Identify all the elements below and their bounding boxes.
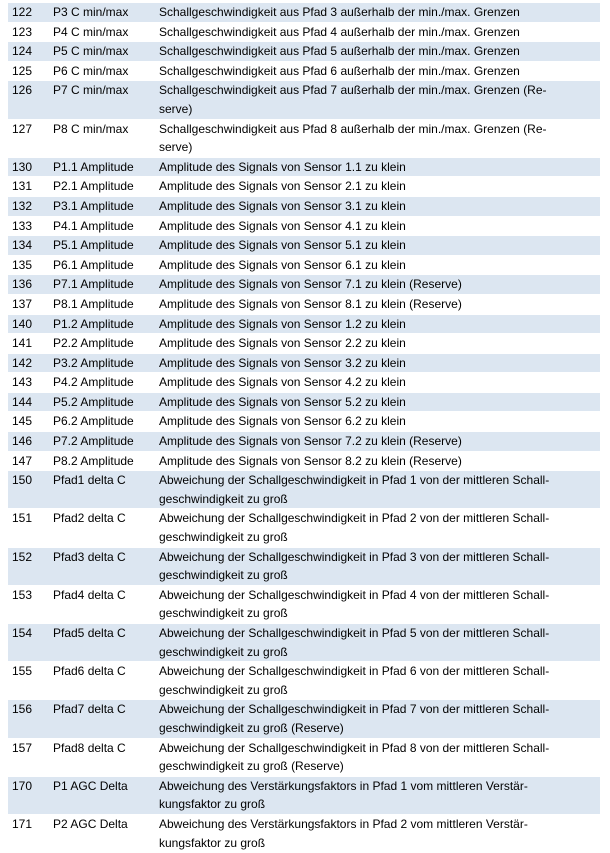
error-description bbox=[159, 22, 600, 42]
error-description bbox=[159, 662, 600, 700]
description-line: Schallgeschwindigkeit aus Pfad 3 außerhalb der min./max. Grenzen bbox=[159, 5, 520, 19]
error-name: Pfad7 delta C bbox=[53, 700, 159, 738]
table-row bbox=[8, 814, 600, 852]
description-line: Abweichung der Schallgeschwindigkeit in Pfad 5 von der mittleren Schall- bbox=[159, 626, 550, 640]
error-description bbox=[159, 334, 600, 354]
error-code: 151 bbox=[8, 509, 53, 547]
description-line: Schallgeschwindigkeit aus Pfad 8 außerhalb der min./max. Grenzen (Re- bbox=[159, 121, 547, 136]
description-line: serve) bbox=[159, 101, 193, 116]
description-line: geschwindigkeit zu groß bbox=[159, 682, 288, 697]
error-name: P4.2 Amplitude bbox=[53, 373, 159, 393]
error-code: 137 bbox=[8, 294, 53, 314]
error-description bbox=[159, 157, 600, 177]
error-description bbox=[159, 294, 600, 314]
error-description bbox=[159, 432, 600, 452]
description-line: Schallgeschwindigkeit aus Pfad 6 außerhalb der min./max. Grenzen bbox=[159, 63, 520, 78]
error-description bbox=[159, 412, 600, 432]
table-row bbox=[8, 196, 600, 216]
error-name: P7.1 Amplitude bbox=[53, 275, 159, 295]
error-code: 142 bbox=[8, 353, 53, 373]
description-line: Abweichung der Schallgeschwindigkeit in Pfad 3 von der mittleren Schall- bbox=[159, 549, 550, 564]
error-description bbox=[159, 585, 600, 623]
description-line: geschwindigkeit zu groß bbox=[159, 606, 288, 621]
description-line: Abweichung der Schallgeschwindigkeit in Pfad 4 von der mittleren Schall- bbox=[159, 587, 550, 602]
error-description bbox=[159, 255, 600, 275]
error-name: P7 C min/max bbox=[53, 81, 159, 119]
table-row bbox=[8, 353, 600, 373]
error-description bbox=[159, 509, 600, 547]
error-name: Pfad4 delta C bbox=[53, 585, 159, 623]
error-description bbox=[159, 196, 600, 216]
error-description bbox=[159, 776, 600, 814]
error-name: P4.1 Amplitude bbox=[53, 216, 159, 236]
table-row bbox=[8, 119, 600, 157]
table-row bbox=[8, 157, 600, 177]
error-description bbox=[159, 236, 600, 256]
table-row bbox=[8, 547, 600, 585]
error-code: 122 bbox=[8, 3, 53, 22]
description-line: Schallgeschwindigkeit aus Pfad 4 außerhalb der min./max. Grenzen bbox=[159, 24, 520, 39]
error-description bbox=[159, 216, 600, 236]
description-line: Schallgeschwindigkeit aus Pfad 7 außerhalb der min./max. Grenzen (Re- bbox=[159, 83, 547, 98]
error-code: 144 bbox=[8, 392, 53, 412]
error-code: 154 bbox=[8, 624, 53, 662]
error-code: 131 bbox=[8, 177, 53, 197]
description-line: Amplitude des Signals von Sensor 7.2 zu klein (Reserve) bbox=[159, 434, 462, 449]
error-description bbox=[159, 738, 600, 776]
error-code: 134 bbox=[8, 236, 53, 256]
error-description bbox=[159, 61, 600, 81]
description-line: geschwindigkeit zu groß (Reserve) bbox=[159, 720, 344, 735]
table-row bbox=[8, 624, 600, 662]
error-code: 155 bbox=[8, 662, 53, 700]
error-name: P2.2 Amplitude bbox=[53, 334, 159, 354]
error-name: P6.1 Amplitude bbox=[53, 255, 159, 275]
error-name: Pfad2 delta C bbox=[53, 509, 159, 547]
table-row bbox=[8, 471, 600, 509]
error-name: P4 C min/max bbox=[53, 22, 159, 42]
error-name: P3.2 Amplitude bbox=[53, 353, 159, 373]
error-description bbox=[159, 353, 600, 373]
error-name: P6 C min/max bbox=[53, 61, 159, 81]
error-code: 171 bbox=[8, 814, 53, 852]
error-name: P2.1 Amplitude bbox=[53, 177, 159, 197]
error-description bbox=[159, 81, 600, 119]
table-row bbox=[8, 700, 600, 738]
description-line: Abweichung der Schallgeschwindigkeit in Pfad 6 von der mittleren Schall- bbox=[159, 664, 550, 679]
error-code: 170 bbox=[8, 776, 53, 814]
error-description bbox=[159, 624, 600, 662]
table-row bbox=[8, 451, 600, 471]
error-code: 140 bbox=[8, 314, 53, 334]
table-row bbox=[8, 738, 600, 776]
error-code: 125 bbox=[8, 61, 53, 81]
error-code: 143 bbox=[8, 373, 53, 393]
error-name: P5 C min/max bbox=[53, 42, 159, 62]
error-code: 132 bbox=[8, 196, 53, 216]
error-name: P5.1 Amplitude bbox=[53, 236, 159, 256]
error-description bbox=[159, 373, 600, 393]
table-row bbox=[8, 3, 600, 22]
error-name: P5.2 Amplitude bbox=[53, 392, 159, 412]
table-row bbox=[8, 22, 600, 42]
error-code-table-body bbox=[8, 3, 600, 853]
error-description bbox=[159, 392, 600, 412]
error-name: P3 C min/max bbox=[53, 3, 159, 22]
description-line: geschwindigkeit zu groß bbox=[159, 491, 288, 506]
description-line: Amplitude des Signals von Sensor 6.2 zu klein bbox=[159, 414, 406, 429]
table-row bbox=[8, 216, 600, 236]
error-name: P1.2 Amplitude bbox=[53, 314, 159, 334]
description-line: Amplitude des Signals von Sensor 8.1 zu klein (Reserve) bbox=[159, 296, 462, 311]
description-line: Amplitude des Signals von Sensor 1.2 zu klein bbox=[159, 316, 406, 331]
error-description bbox=[159, 451, 600, 471]
error-name: P7.2 Amplitude bbox=[53, 432, 159, 452]
error-code: 152 bbox=[8, 547, 53, 585]
description-line: geschwindigkeit zu groß (Reserve) bbox=[159, 759, 344, 774]
table-row bbox=[8, 776, 600, 814]
description-line: Amplitude des Signals von Sensor 5.2 zu klein bbox=[159, 394, 406, 409]
description-line: Abweichung der Schallgeschwindigkeit in Pfad 1 von der mittleren Schall- bbox=[159, 473, 550, 488]
error-code: 141 bbox=[8, 334, 53, 354]
error-code: 156 bbox=[8, 700, 53, 738]
description-line: serve) bbox=[159, 140, 193, 155]
table-row bbox=[8, 392, 600, 412]
error-name: P1.1 Amplitude bbox=[53, 157, 159, 177]
description-line: Abweichung der Schallgeschwindigkeit in Pfad 2 von der mittleren Schall- bbox=[159, 511, 550, 526]
description-line: Amplitude des Signals von Sensor 2.2 zu klein bbox=[159, 336, 406, 351]
table-row bbox=[8, 177, 600, 197]
error-code: 124 bbox=[8, 42, 53, 62]
error-code: 133 bbox=[8, 216, 53, 236]
error-description bbox=[159, 471, 600, 509]
error-code: 135 bbox=[8, 255, 53, 275]
table-row bbox=[8, 294, 600, 314]
error-name: Pfad8 delta C bbox=[53, 738, 159, 776]
error-description bbox=[159, 314, 600, 334]
error-name: P8.2 Amplitude bbox=[53, 451, 159, 471]
error-name: P1 AGC Delta bbox=[53, 776, 159, 814]
table-row bbox=[8, 314, 600, 334]
table-row bbox=[8, 432, 600, 452]
description-line: Amplitude des Signals von Sensor 5.1 zu klein bbox=[159, 238, 406, 253]
description-line: Amplitude des Signals von Sensor 8.2 zu klein (Reserve) bbox=[159, 453, 462, 468]
description-line: kungsfaktor zu groß bbox=[159, 835, 266, 850]
description-line: Abweichung der Schallgeschwindigkeit in Pfad 8 von der mittleren Schall- bbox=[159, 740, 550, 755]
error-code: 136 bbox=[8, 275, 53, 295]
error-description bbox=[159, 3, 600, 22]
error-name: Pfad5 delta C bbox=[53, 624, 159, 662]
table-row bbox=[8, 509, 600, 547]
error-code: 150 bbox=[8, 471, 53, 509]
description-line: Abweichung des Verstärkungsfaktors in Pfad 2 vom mittleren Verstär- bbox=[159, 816, 528, 831]
table-row bbox=[8, 275, 600, 295]
error-name: Pfad1 delta C bbox=[53, 471, 159, 509]
error-name: Pfad6 delta C bbox=[53, 662, 159, 700]
description-line: Amplitude des Signals von Sensor 2.1 zu klein bbox=[159, 179, 406, 194]
error-code: 153 bbox=[8, 585, 53, 623]
description-line: Amplitude des Signals von Sensor 1.1 zu klein bbox=[159, 159, 406, 174]
table-row bbox=[8, 81, 600, 119]
description-line: geschwindigkeit zu groß bbox=[159, 568, 288, 583]
error-description bbox=[159, 42, 600, 62]
error-code-table bbox=[8, 3, 600, 853]
table-row bbox=[8, 412, 600, 432]
error-code: 157 bbox=[8, 738, 53, 776]
table-row bbox=[8, 42, 600, 62]
description-line: Amplitude des Signals von Sensor 7.1 zu klein (Reserve) bbox=[159, 277, 462, 292]
description-line: Amplitude des Signals von Sensor 3.1 zu klein bbox=[159, 198, 406, 213]
error-name: P2 AGC Delta bbox=[53, 814, 159, 852]
error-code: 146 bbox=[8, 432, 53, 452]
error-description bbox=[159, 547, 600, 585]
error-code: 145 bbox=[8, 412, 53, 432]
table-row bbox=[8, 373, 600, 393]
error-name: P6.2 Amplitude bbox=[53, 412, 159, 432]
table-row bbox=[8, 585, 600, 623]
description-line: Abweichung des Verstärkungsfaktors in Pfad 1 vom mittleren Verstär- bbox=[159, 778, 528, 793]
error-name: P3.1 Amplitude bbox=[53, 196, 159, 216]
description-line: Abweichung der Schallgeschwindigkeit in Pfad 7 von der mittleren Schall- bbox=[159, 702, 550, 717]
table-row bbox=[8, 334, 600, 354]
error-code: 126 bbox=[8, 81, 53, 119]
error-description bbox=[159, 275, 600, 295]
error-description bbox=[159, 814, 600, 852]
description-line: Schallgeschwindigkeit aus Pfad 5 außerhalb der min./max. Grenzen bbox=[159, 44, 520, 59]
error-description bbox=[159, 700, 600, 738]
table-row bbox=[8, 662, 600, 700]
error-name: Pfad3 delta C bbox=[53, 547, 159, 585]
description-line: Amplitude des Signals von Sensor 3.2 zu klein bbox=[159, 355, 406, 370]
error-code: 127 bbox=[8, 119, 53, 157]
error-description bbox=[159, 119, 600, 157]
description-line: kungsfaktor zu groß bbox=[159, 797, 266, 812]
table-row bbox=[8, 61, 600, 81]
error-name: P8.1 Amplitude bbox=[53, 294, 159, 314]
description-line: Amplitude des Signals von Sensor 4.1 zu klein bbox=[159, 218, 406, 233]
error-code: 130 bbox=[8, 157, 53, 177]
description-line: Amplitude des Signals von Sensor 6.1 zu klein bbox=[159, 257, 406, 272]
description-line: Amplitude des Signals von Sensor 4.2 zu klein bbox=[159, 375, 406, 390]
error-name: P8 C min/max bbox=[53, 119, 159, 157]
description-line: geschwindigkeit zu groß bbox=[159, 530, 288, 545]
error-description bbox=[159, 177, 600, 197]
error-code: 147 bbox=[8, 451, 53, 471]
table-row bbox=[8, 236, 600, 256]
table-row bbox=[8, 255, 600, 275]
description-line: geschwindigkeit zu groß bbox=[159, 644, 288, 659]
error-code: 123 bbox=[8, 22, 53, 42]
